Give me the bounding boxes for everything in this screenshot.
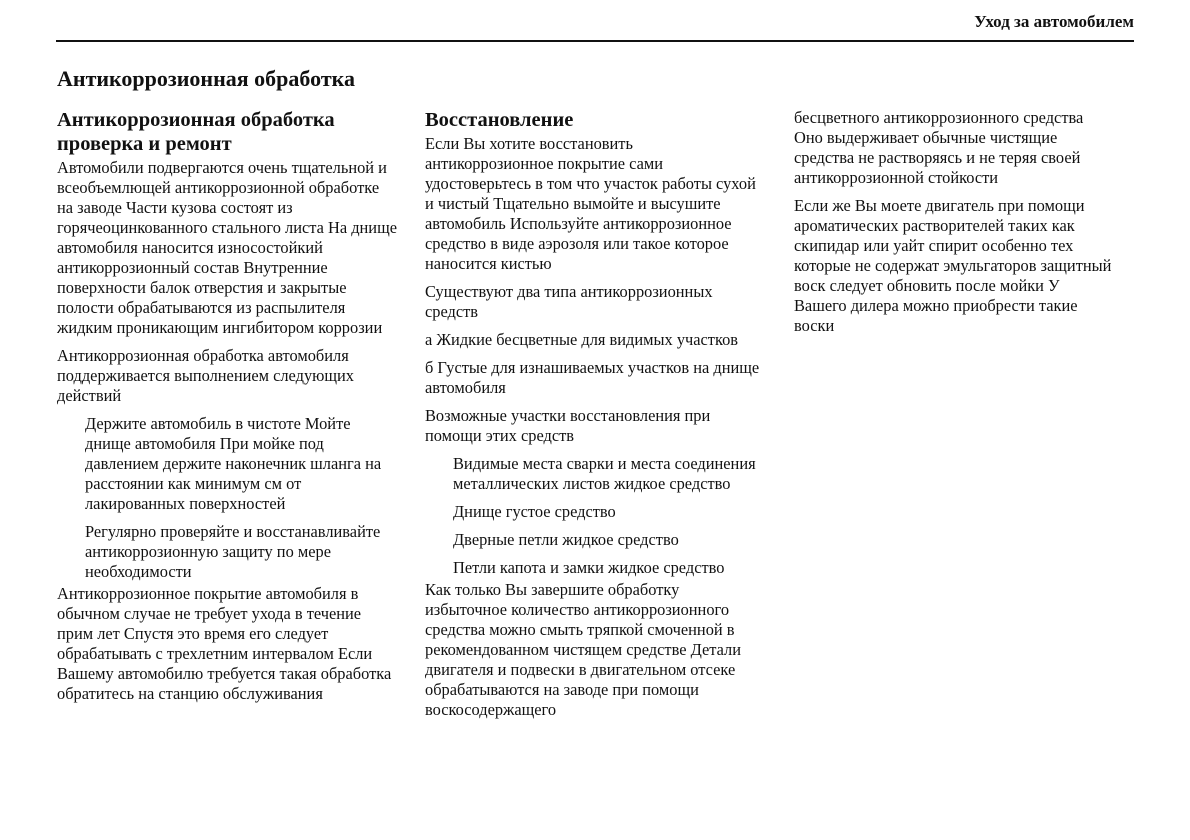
bullet-item: Держите автомобиль в чистоте Мойте днище автомобиля При мойке под давлением держите наконечник шланга на расстоянии как минимум см от лакированных поверхностей [85, 414, 382, 513]
paragraph: а Жидкие бесцветные для видимых участков [425, 330, 739, 349]
section-heading-restoration: Восстановление [425, 109, 574, 131]
paragraph: Как только Вы завершите обработку избыточное количество антикоррозионного средства можно смыть тряпкой смоченной в рекомендованном чистящем средстве Детали двигателя и подвески в двигательном отсеке обрабатываются на заводе при помощи воскосодержащего [425, 580, 741, 719]
paragraph: Антикоррозионное покрытие автомобиля в обычном случае не требует ухода в течение прим лет Спустя это время его следует обрабатывать с трехлетним интервалом Если Вашему автомобилю требуется такая обработка обратитесь на станцию обслуживания [57, 584, 392, 703]
bullet-item: Видимые места сварки и места соединения металлических листов жидкое средство [453, 454, 756, 493]
header-rule [56, 40, 1134, 42]
bullet-item: Регулярно проверяйте и восстанавливайте антикоррозионную защиту по мере необходимости [85, 522, 381, 581]
section-heading-inspection: Антикоррозионная обработка проверка и ремонт [57, 109, 335, 155]
paragraph: бесцветного антикоррозионного средства Оно выдерживает обычные чистящие средства не растворяясь и не теряя своей антикоррозионной стойкости [794, 108, 1084, 187]
paragraph: Автомобили подвергаются очень тщательной и всеобъемлющей антикоррозионной обработке на заводе Части кузова состоят из горячеоцинкованного стального листа На днище автомобиля наносится износостойкий антикоррозионный состав Внутренние поверхности балок отверстия и закрытые полости обрабатываются из распылителя жидким проникающим ингибитором коррозии [57, 158, 397, 337]
bullet-item: Петли капота и замки жидкое средство [453, 558, 725, 577]
paragraph: Возможные участки восстановления при помощи этих средств [425, 406, 711, 445]
paragraph: Если Вы хотите восстановить антикоррозионное покрытие сами удостоверьтесь в том что участок работы сухой и чистый Тщательно вымойте и высушите автомобиль Используйте антикоррозионное средство в виде аэрозоля или такое которое наносится кистью [425, 134, 756, 273]
paragraph: б Густые для изнашиваемых участков на днище автомобиля [425, 358, 760, 397]
column-left [57, 108, 397, 712]
column-right [794, 108, 1116, 344]
bullet-item: Днище густое средство [453, 502, 616, 521]
running-header: Уход за автомобилем [974, 12, 1134, 31]
column-middle [425, 108, 765, 728]
bullet-item: Дверные петли жидкое средство [453, 530, 679, 549]
paragraph: Антикоррозионная обработка автомобиля поддерживается выполнением следующих действий [57, 346, 354, 405]
paragraph: Если же Вы моете двигатель при помощи ароматических растворителей таких как скипидар или уайт спирит особенно тех которые не содержат эмульгаторов защитный воск следует обновить после мойки У Вашего дилера можно приобрести такие воски [794, 196, 1112, 335]
paragraph: Существуют два типа антикоррозионных средств [425, 282, 713, 321]
page-title: Антикоррозионная обработка [57, 66, 355, 91]
